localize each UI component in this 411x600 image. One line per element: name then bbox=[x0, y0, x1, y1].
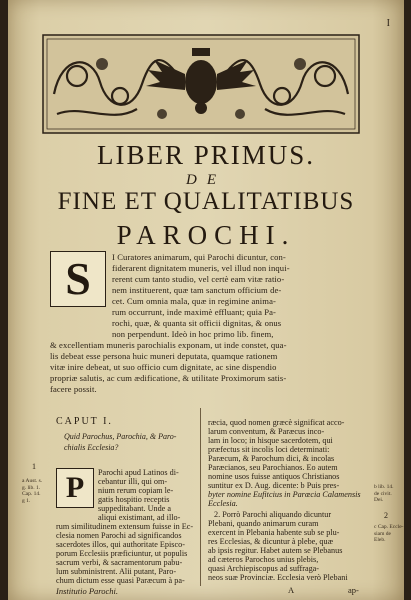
margin-note-line: g. lib. 1. bbox=[22, 484, 41, 491]
margin-note-line: Cap. 14. bbox=[22, 491, 41, 497]
intro-line: vitæ inire debeat, ut suo officio cum dignitate, ac sine dispendio bbox=[50, 362, 277, 372]
left-column-line: suppeditabant. Unde a bbox=[98, 504, 171, 513]
chapter-heading: CAPUT I. bbox=[56, 416, 113, 427]
book-page bbox=[8, 0, 404, 600]
right-column-line: ræcia, quod nomen græcè significat acco- bbox=[208, 418, 345, 427]
right-column-line: 2. Porrò Parochi aliquando dicuntur bbox=[214, 510, 332, 519]
book-title: LIBER PRIMUS. bbox=[96, 140, 316, 170]
right-column-line: nomine usos fuisse antiquos Christianos bbox=[208, 472, 340, 481]
margin-note-line: de civit. bbox=[374, 490, 392, 497]
intro-line: non perpendunt. Ideò in hoc primo lib. finem, bbox=[112, 329, 274, 339]
margin-note-line: siam de bbox=[374, 530, 391, 537]
right-column-line: quasi Archiepiscopus ad suffraga- bbox=[208, 564, 320, 573]
catch-line: Institutio Parochi. bbox=[56, 586, 119, 596]
initial-letter: P bbox=[65, 471, 85, 504]
left-column-line: nium rerum copiam le- bbox=[98, 486, 174, 495]
left-column-line: aliqui existimant, ad illo- bbox=[98, 513, 181, 522]
left-column-line: clesia nomen Parochi ad significandos bbox=[56, 531, 182, 540]
right-margin-note bbox=[374, 484, 394, 504]
right-column-line: suntitur ex D. Aug. dicente: b Puis pres- bbox=[208, 481, 340, 490]
folio-number: I bbox=[386, 18, 390, 29]
column-divider bbox=[200, 408, 201, 586]
right-column-line: byter nomine Eufitcius in Parœcia Calamensis bbox=[208, 490, 361, 499]
intro-line: fiderarent dignitatem muneris, vel illud non inqui- bbox=[112, 263, 290, 273]
margin-note-line: Dei. bbox=[374, 497, 384, 503]
margin-note-line: c Cap. Eccle- bbox=[374, 524, 404, 530]
left-column-line: sacerdotes illos, qui authoritate Episco- bbox=[56, 540, 185, 549]
left-column-line: chum dictum esse quasi Paræcum à pa- bbox=[56, 576, 185, 585]
left-column-line: gatis hospitio receptis bbox=[98, 495, 170, 504]
intro-line: nem instituerent, quæ tam sanctum officium de- bbox=[112, 285, 282, 295]
right-column-line: Ecclesia. bbox=[208, 499, 238, 508]
chapter-initial bbox=[56, 468, 94, 508]
right-margin-note bbox=[374, 524, 403, 544]
left-column-line: cebantur illi, qui om- bbox=[98, 477, 168, 486]
chapter-question bbox=[64, 431, 176, 453]
right-column-line: Paræcianos, seu Parochianos. Eo autem bbox=[208, 463, 338, 472]
margin-note-line: b lib. 14. bbox=[374, 484, 394, 490]
right-column-line: præfectus sit incolis loci determinati: bbox=[208, 445, 330, 454]
margin-note-line: Eleb. bbox=[374, 537, 386, 543]
intro-line: rochi, quæ, & quanta sit officii dignitas, & onus bbox=[112, 318, 282, 328]
intro-line: lis debeat esse persona huic muneri deputata, quamque rationem bbox=[50, 351, 278, 361]
intro-line: rum occurrunt, inde maximè effluant; quia Pa- bbox=[112, 307, 276, 317]
question-line: Quid Parochus, Parochia, & Paro- bbox=[64, 432, 177, 441]
initial-letter: S bbox=[65, 253, 91, 304]
left-column-line: porum Ecclesiis præficiuntur, ut populis bbox=[56, 549, 188, 558]
right-column-line: Plebani, quando animarum curam bbox=[208, 519, 319, 528]
ornamental-headpiece bbox=[42, 34, 360, 134]
intro-line: propriæ salutis, ac cum ædificatione, & utilitate Proximorum satis- bbox=[50, 373, 287, 383]
intro-line: I Curatores animarum, qui Parochi dicuntur, con- bbox=[112, 252, 286, 262]
title-parochi: PAROCHI. bbox=[116, 220, 296, 250]
catchword: ap- bbox=[348, 585, 359, 595]
historiated-initial bbox=[50, 251, 106, 307]
paragraph-number: 1 bbox=[32, 462, 36, 471]
intro-line: & excellentiam muneris parochialis exponam, ut inde constet, qua- bbox=[50, 340, 287, 350]
right-column-line: larum conventum, & Paræcus inco- bbox=[208, 427, 325, 436]
paragraph-number: 2 bbox=[384, 511, 388, 520]
right-column-line: exercent in Plebania habente sub se plu- bbox=[208, 528, 340, 537]
left-margin-note bbox=[22, 478, 42, 504]
right-column-line: neos suæ Provinciæ. Ecclesia verò Plebani bbox=[208, 573, 348, 582]
right-column-line: Paræcum, & Parochum dici, & incolas bbox=[208, 454, 335, 463]
left-column-line: lum subministrent. Alii putant, Paro- bbox=[56, 567, 177, 576]
margin-note-line: a Aust. s. bbox=[22, 478, 43, 484]
right-column-line: ad cæteros Parochos unius plebis, bbox=[208, 555, 319, 564]
right-column-line: ab ipsis regitur. Habet autem se Plebanus bbox=[208, 546, 343, 555]
intro-line: facere possit. bbox=[50, 384, 97, 394]
intro-line: cet. Cum omnia mala, quæ in regimine anima- bbox=[112, 296, 276, 306]
title-subject: FINE ET QUALITATIBUS bbox=[57, 188, 355, 215]
right-column-line: lam in loco; in hisque sacerdotem, qui bbox=[208, 436, 333, 445]
intro-line: rerent cum tanto studio, vel certè eam vitæ ratio- bbox=[112, 274, 285, 284]
right-column-line: res Ecclesias, & dicuntur à plebe, quæ bbox=[208, 537, 334, 546]
left-column-line: sacrum verbi, & sacramentorum pabu- bbox=[56, 558, 183, 567]
margin-note-line: g 1. bbox=[22, 497, 31, 504]
left-column-line: Parochi apud Latinos di- bbox=[98, 468, 179, 477]
question-line: chialis Ecclesia? bbox=[64, 443, 119, 452]
title-de: DE bbox=[186, 172, 226, 188]
left-column-line: rum similitudinem extensum fuisse in Ec- bbox=[56, 522, 194, 531]
signature-mark: A bbox=[288, 585, 295, 595]
